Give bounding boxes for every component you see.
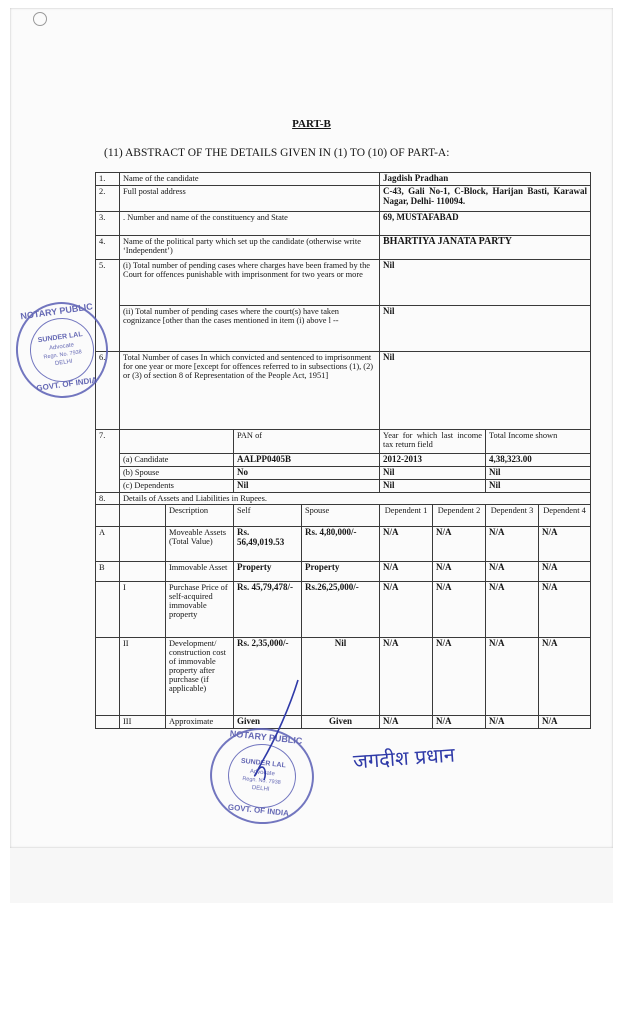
row-label: (ii) Total number of pending cases where the court(s) have taken cognizance [other than the cases mentioned in item (i) above l -- [120, 306, 380, 352]
row-number: 7. [96, 430, 120, 493]
row-number: 6. [96, 352, 120, 430]
income-value: Nil [486, 480, 591, 493]
row-address [96, 186, 591, 212]
notary-stamp-left: NOTARY PUBLIC SUNDER LAL Advocate Regn. No. 7938 DELHI GOVT. OF INDIA [10, 296, 114, 404]
part-title: PART-B [292, 118, 331, 130]
row-pan-spouse [96, 467, 591, 480]
row-assets-title [96, 493, 591, 505]
pan-who: (a) Candidate [120, 454, 234, 467]
pan-value: AALPP0405B [234, 454, 380, 467]
row-pan-candidate [96, 454, 591, 467]
row-value: Nil [380, 352, 591, 430]
asset-row: I Purchase Price of self-acquired immovable property Rs. 45,79,478/- Rs.26,25,000/- N/A N/A N/A N/A [96, 582, 591, 638]
row-number: 3. [96, 212, 120, 236]
row-label: Full postal address [120, 186, 380, 212]
header-description: Description [166, 505, 234, 527]
row-number: 8. [96, 493, 120, 505]
row-value: Nil [380, 306, 591, 352]
asset-row: A Moveable Assets (Total Value) Rs. 56,49,019.53 Rs. 4,80,000/- N/A N/A N/A N/A [96, 527, 591, 562]
header-dependent-2: Dependent 2 [433, 505, 486, 527]
row-pending-cases-cognizance [96, 306, 591, 352]
row-number: 5. [96, 260, 120, 352]
header-dependent-4: Dependent 4 [539, 505, 591, 527]
candidate-signature: जगदीश प्रधान [352, 742, 456, 774]
income-value: 4,38,323.00 [486, 454, 591, 467]
row-value: C-43, Gali No-1, C-Block, Harijan Basti, Karawal Nagar, Delhi- 110094. [380, 186, 591, 212]
abstract-table [95, 172, 591, 729]
row-label: Details of Assets and Liabilities in Rupees. [120, 493, 591, 505]
row-party [96, 236, 591, 260]
row-candidate-name [96, 173, 591, 186]
year-value: Nil [380, 467, 486, 480]
row-assets-header [96, 505, 591, 527]
asset-row: II Development/ construction cost of immovable property after purchase (if applicable) Rs. 2,35,000/- Nil N/A N/A N/A N/A [96, 638, 591, 716]
row-pending-cases-framed [96, 260, 591, 306]
header-dependent-3: Dependent 3 [486, 505, 539, 527]
row-value: 69, MUSTAFABAD [380, 212, 591, 236]
pan-who: (c) Dependents [120, 480, 234, 493]
row-value: BHARTIYA JANATA PARTY [380, 236, 591, 260]
page-bottom-margin [10, 848, 613, 903]
year-header: Year for which last income tax return field [380, 430, 486, 454]
header-spouse: Spouse [302, 505, 380, 527]
row-convictions [96, 352, 591, 430]
row-value: Nil [380, 260, 591, 306]
asset-row: III Approximate Given Given N/A N/A N/A N/A [96, 716, 591, 729]
header-dependent-1: Dependent 1 [380, 505, 433, 527]
income-value: Nil [486, 467, 591, 480]
row-number: 1. [96, 173, 120, 186]
year-value: Nil [380, 480, 486, 493]
pan-value: No [234, 467, 380, 480]
header-self: Self [234, 505, 302, 527]
row-number: 2. [96, 186, 120, 212]
abstract-heading: (11) ABSTRACT OF THE DETAILS GIVEN IN (1) TO (10) OF PART-A: [104, 147, 450, 159]
row-label: . Number and name of the constituency and State [120, 212, 380, 236]
pan-who-header [120, 430, 234, 454]
row-label: Total Number of cases In which convicted and sentenced to imprisonment for one year or more [except for offences referred to in subsections (1), (2) or (3) of section 8 of Representation of the People Act, 1951] [120, 352, 380, 430]
notary-signature-scribble [232, 676, 312, 786]
punch-hole [33, 12, 47, 26]
row-number: 4. [96, 236, 120, 260]
row-pan-dependents [96, 480, 591, 493]
notary-stamp-bottom: NOTARY PUBLIC SUNDER LAL Advocate Regn. No. 7938 DELHI GOVT. OF INDIA [205, 723, 318, 829]
pan-who: (b) Spouse [120, 467, 234, 480]
pan-header: PAN of [234, 430, 380, 454]
row-label: Name of the political party which set up the candidate (otherwise write ‘Independent’) [120, 236, 380, 260]
row-label: (i) Total number of pending cases where charges have been framed by the Court for offences punishable with imprisonment for two years or more [120, 260, 380, 306]
row-label: Name of the candidate [120, 173, 380, 186]
year-value: 2012-2013 [380, 454, 486, 467]
row-value: Jagdish Pradhan [380, 173, 591, 186]
row-pan-header [96, 430, 591, 454]
row-constituency [96, 212, 591, 236]
pan-value: Nil [234, 480, 380, 493]
asset-row: B Immovable Asset Property Property N/A N/A N/A N/A [96, 562, 591, 582]
income-header: Total Income shown [486, 430, 591, 454]
